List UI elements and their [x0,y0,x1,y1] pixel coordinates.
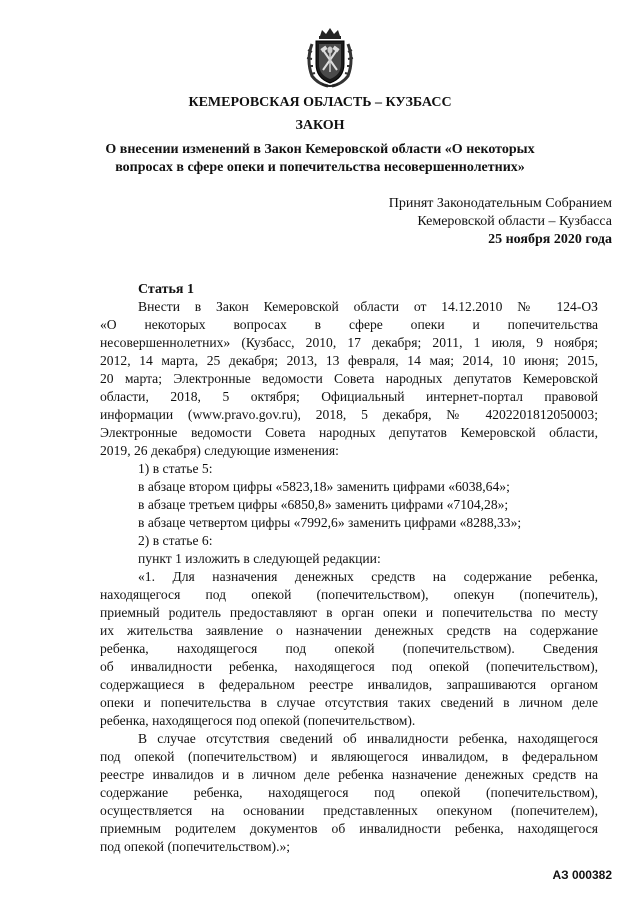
body-line: об инвалидности ребенка, находящегося под опекой (попечительством), [100,659,598,674]
body-line: содержание ребенка, находящегося под опекой (попечительством), [100,785,598,800]
coat-of-arms-icon [298,26,362,90]
body-line: их жительства заявление о назначении денежных средств на содержание [100,623,598,638]
body-line: опеки и попечительства в случае отсутствия таких сведений в личном деле [100,695,598,710]
body-line: находящегося под опекой (попечительством), опекун (попечитель), [100,587,598,602]
document-type: ЗАКОН [295,118,345,133]
body-line: ребенка, находящегося под опекой (попечительством). [100,713,416,728]
body-line: «О некоторых вопросах в сфере опеки и попечительства [100,317,598,332]
adoption-line: Кемеровской области – Кузбасса [417,214,612,229]
form-serial-number: АЗ 000382 [552,868,612,882]
law-title-line: вопросах в сфере опеки и попечительства несовершеннолетних» [115,160,525,175]
body-line: несовершеннолетних» (Кузбасс, 2010, 17 декабря; 2011, 1 июля, 9 ноября; [100,335,598,350]
body-line: в абзаце третьем цифры «6850,8» заменить цифрами «7104,28»; [138,497,509,512]
body-line: в абзаце втором цифры «5823,18» заменить цифрами «6038,64»; [138,479,510,494]
body-line: 2) в статье 6: [138,533,213,548]
body-line: «1. Для назначения денежных средств на содержание ребенка, [138,569,598,584]
article-heading: Статья 1 [138,282,194,297]
adoption-line: Принят Законодательным Собранием [388,196,612,211]
body-line: 2012, 14 марта, 25 декабря; 2013, 13 февраля, 14 мая; 2014, 10 июня; 2015, [100,353,598,368]
body-line: приемным родителем документов об инвалидности ребенка, находящегося [100,821,598,836]
adoption-date: 25 ноября 2020 года [488,232,612,247]
body-line: Внести в Закон Кемеровской области от 14.12.2010 № 124-ОЗ [138,299,598,314]
body-line: пункт 1 изложить в следующей редакции: [138,551,381,566]
body-line: области, 2018, 5 октября; Официальный интернет-портал правовой [100,389,598,404]
body-line: реестре инвалидов и в личном деле ребенка назначение денежных средств на [100,767,598,782]
body-line: в абзаце четвертом цифры «7992,6» заменить цифрами «8288,33»; [138,515,522,530]
body-line: осуществляется на основании представленных опекуном (попечителем), [100,803,598,818]
body-line: содержащиеся в федеральном реестре инвалидов, запрашиваются органом [100,677,598,692]
body-line: приемный родитель предоставляют в орган опеки и попечительства по месту [100,605,598,620]
body-line: 20 марта; Электронные ведомости Совета народных депутатов Кемеровской [100,371,598,386]
body-line: В случае отсутствия сведений об инвалидности ребенка, находящегося [138,731,598,746]
body-line: 2019, 26 декабря) следующие изменения: [100,443,339,458]
body-line: ребенка, находящегося под опекой (попечительством). Сведения [100,641,598,656]
body-line: под опекой (попечительством) и являющегося инвалидом, в федеральном [100,749,598,764]
body-line: под опекой (попечительством).»; [100,839,291,854]
body-line: 1) в статье 5: [138,461,213,476]
body-line: информации (www.pravo.gov.ru), 2018, 5 декабря, № 4202201812050003; [100,407,598,422]
body-line: Электронные ведомости Совета народных депутатов Кемеровской области, [100,425,598,440]
region-name: КЕМЕРОВСКАЯ ОБЛАСТЬ – КУЗБАСС [188,95,452,110]
law-title-line: О внесении изменений в Закон Кемеровской области «О некоторых [105,142,535,157]
